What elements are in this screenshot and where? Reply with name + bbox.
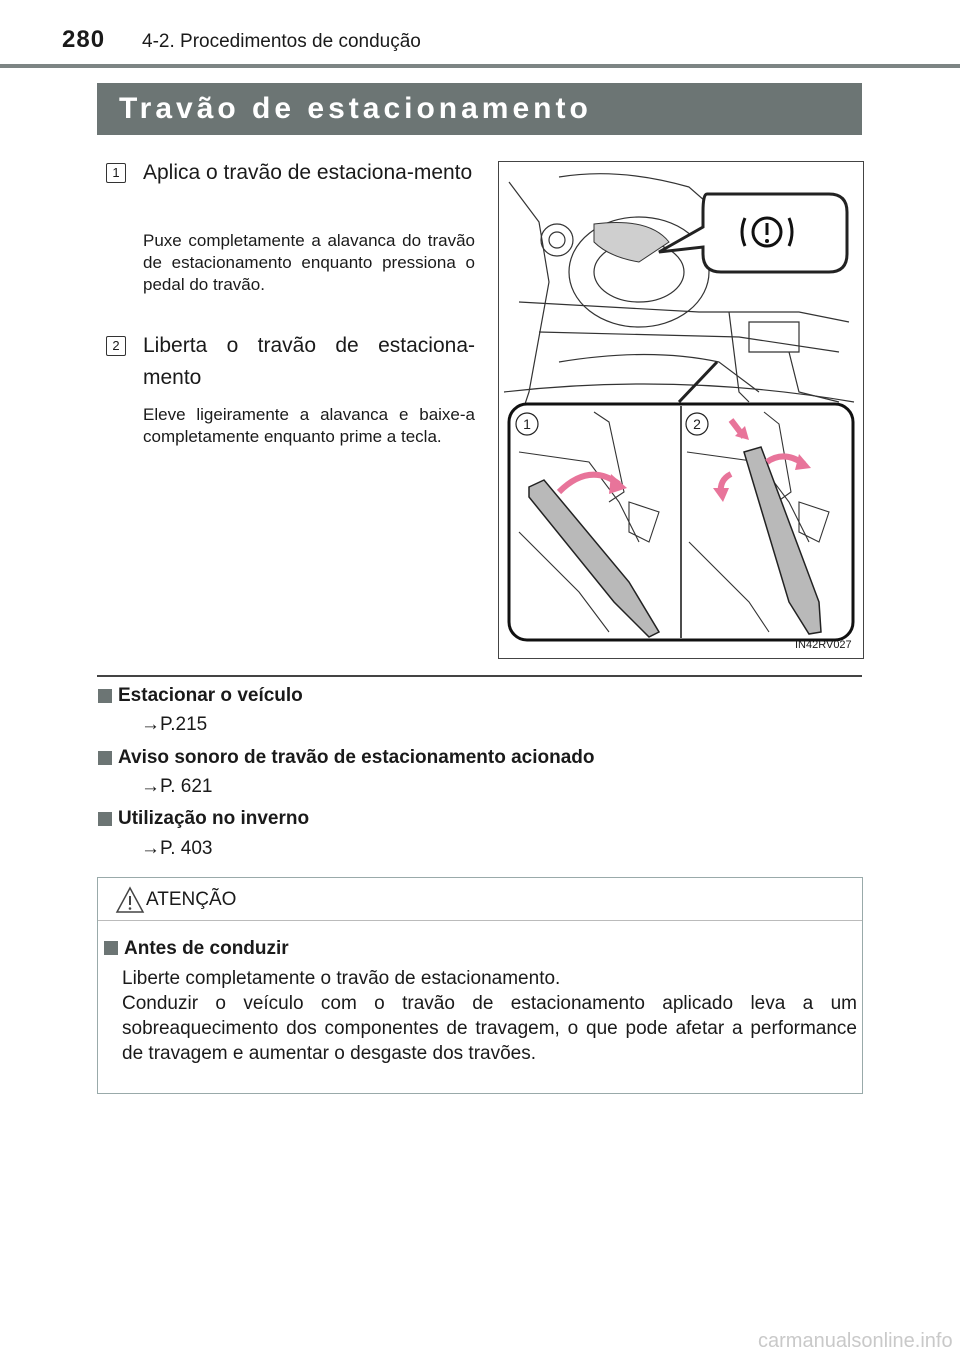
callout-2: 2 <box>693 416 701 432</box>
callout-1: 1 <box>523 416 531 432</box>
section-divider <box>97 675 862 677</box>
section-title-band <box>97 83 862 135</box>
section-title: Travão de estacionamento <box>119 92 592 125</box>
step-title-2: Liberta o travão de estaciona-mento <box>143 334 475 389</box>
header-rule <box>0 64 960 68</box>
step-number-2: 2 <box>106 336 126 356</box>
note-bullet-2 <box>98 751 112 765</box>
caution-line-1: Liberte completamente o travão de estacionamento. <box>122 968 561 989</box>
caution-label: ATENÇÃO <box>146 889 237 910</box>
note-heading-2: Aviso sonoro de travão de estacionamento acionado <box>118 747 595 768</box>
page-number: 280 <box>62 26 106 53</box>
figure-code: IN42RV027 <box>795 639 852 651</box>
note-heading-1: Estacionar o veículo <box>118 685 303 706</box>
note-bullet-3 <box>98 812 112 826</box>
step-number-1: 1 <box>106 163 126 183</box>
note-heading-3: Utilização no inverno <box>118 808 310 829</box>
note-ref-1: →P.215 <box>141 714 208 735</box>
caution-heading: Antes de conduzir <box>124 938 289 959</box>
watermark: carmanualsonline.info <box>758 1330 953 1352</box>
warning-triangle-icon <box>115 886 145 914</box>
caution-bullet <box>104 941 118 955</box>
caution-header <box>98 878 862 921</box>
caution-box <box>97 877 863 1094</box>
parking-brake-illustration <box>498 161 864 659</box>
chapter-title: 4-2. Procedimentos de condução <box>142 31 421 52</box>
step-description-2: Eleve ligeiramente a alavanca e baixe-a completamente enquanto prime a tecla. <box>143 405 475 446</box>
parking-brake-warning-icon <box>659 194 847 272</box>
step-title-1: Aplica o travão de estaciona-mento <box>143 161 473 184</box>
caution-line-2: Conduzir o veículo com o travão de estacionamento aplicado leva a um sobreaquecimento dos componentes de travagem, o que pode afetar a performance de travagem e aumentar o desgaste dos travões. <box>122 993 857 1064</box>
note-ref-2: →P. 621 <box>141 776 213 797</box>
note-bullet-1 <box>98 689 112 703</box>
note-ref-3: →P. 403 <box>141 838 213 859</box>
illustration-drawing <box>499 162 863 658</box>
step-description-1: Puxe completamente a alavanca do travão de estacionamento enquanto pressiona o pedal do travão. <box>143 231 475 294</box>
